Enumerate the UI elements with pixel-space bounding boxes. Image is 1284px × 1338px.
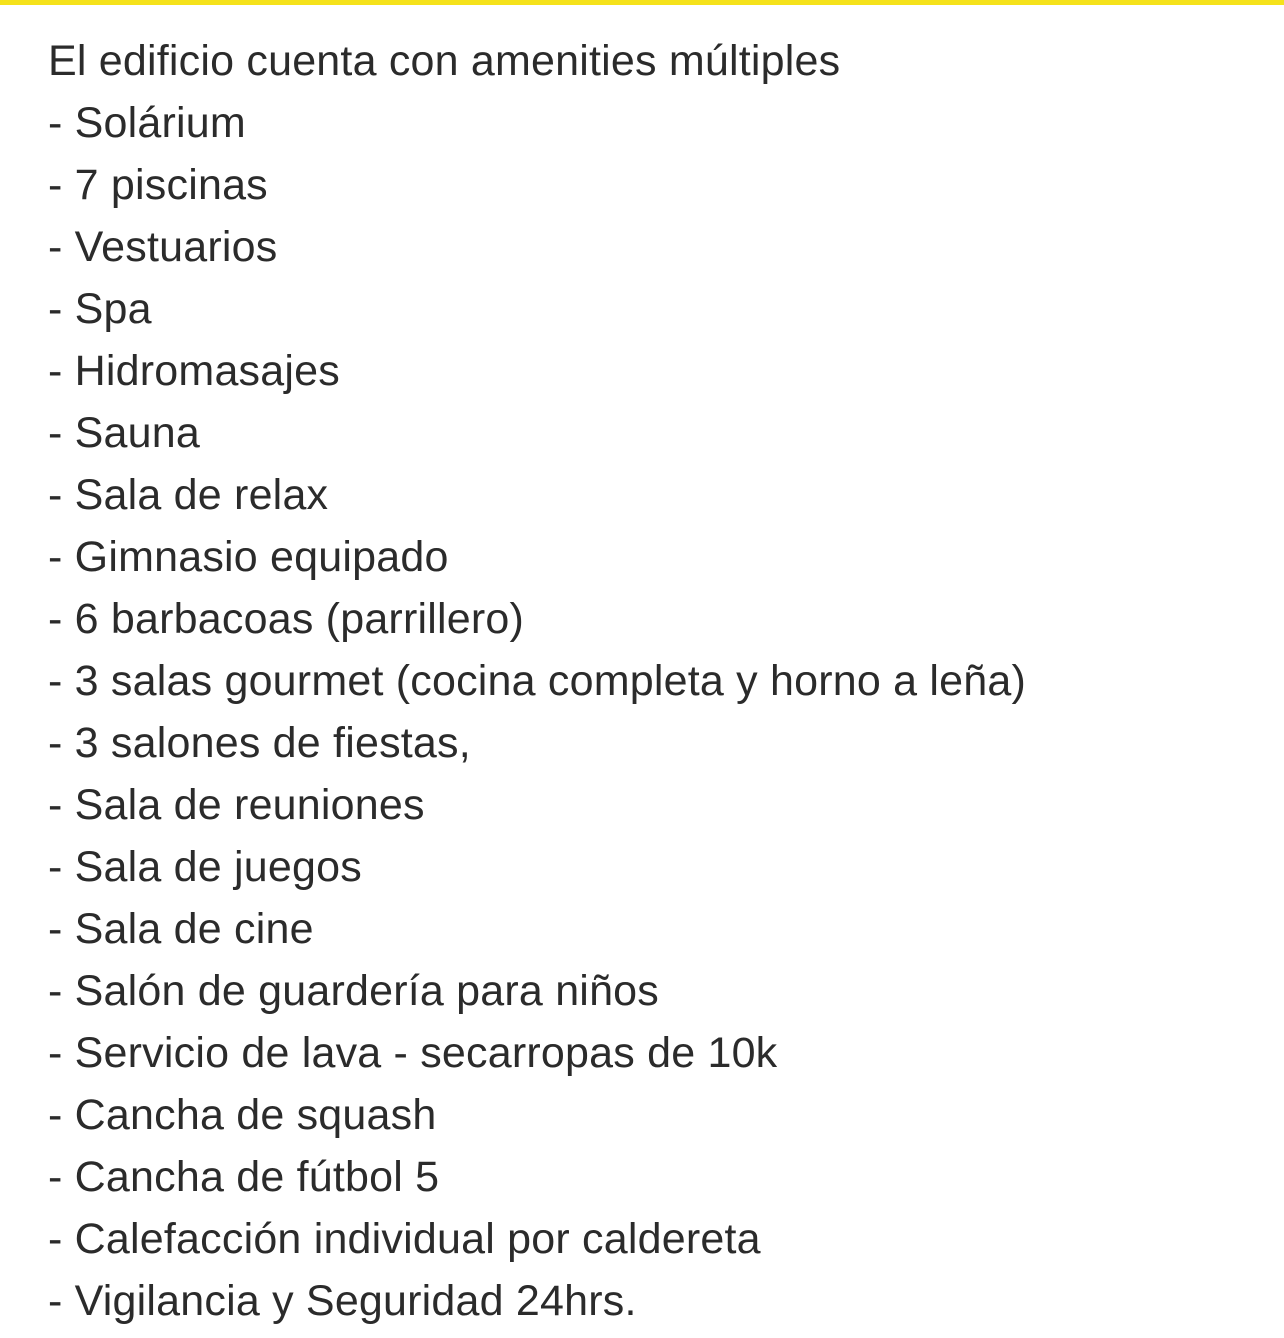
list-item: - Cancha de squash [48,1091,437,1139]
list-item: - Solárium [48,99,246,147]
list-item: - Sala de reuniones [48,781,425,829]
list-item: - Gimnasio equipado [48,533,449,581]
list-item: - 3 salas gourmet (cocina completa y horno a leña) [48,657,1026,705]
list-item: - Vigilancia y Seguridad 24hrs. [48,1277,637,1325]
list-item: - 7 piscinas [48,161,268,209]
list-item: - Sauna [48,409,201,457]
list-item: - Hidromasajes [48,347,340,395]
list-item: - Vestuarios [48,223,278,271]
list-item: - Cancha de fútbol 5 [48,1153,440,1201]
list-item: - Sala de cine [48,905,314,953]
amenities-text-block [48,30,1248,1332]
list-item: - Salón de guardería para niños [48,967,659,1015]
list-item: - Servicio de lava - secarropas de 10k [48,1029,778,1077]
list-item: - Calefacción individual por caldereta [48,1215,761,1263]
list-item: - 3 salones de fiestas, [48,719,471,767]
list-item: - Sala de relax [48,471,329,519]
top-accent-bar [0,0,1284,5]
intro-line: El edificio cuenta con amenities múltiples [48,37,841,85]
list-item: - Spa [48,285,152,333]
list-item: - 6 barbacoas (parrillero) [48,595,524,643]
list-item: - Sala de juegos [48,843,362,891]
